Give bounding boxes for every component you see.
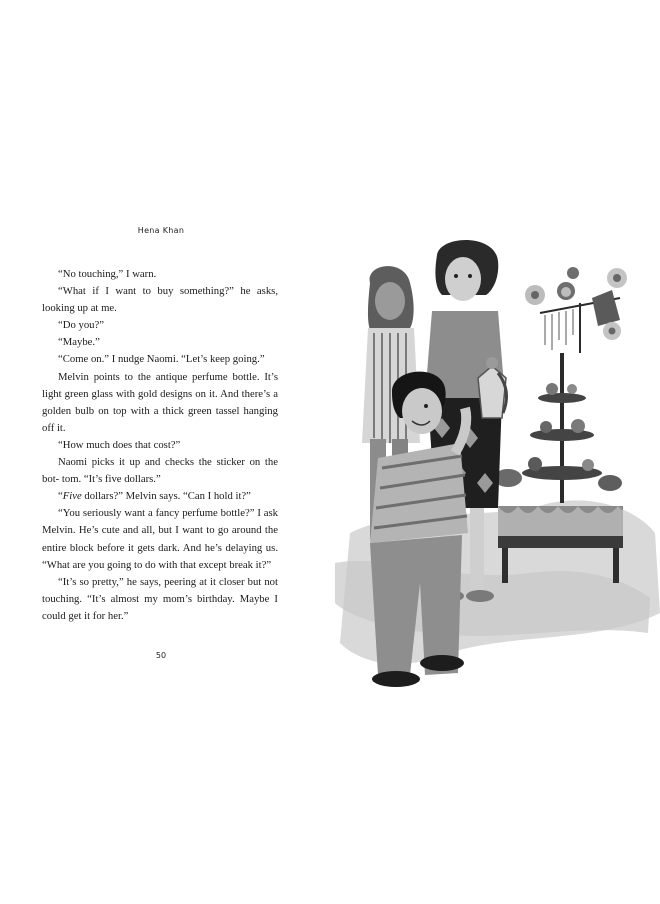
paragraph: “What if I want to buy something?” he asks, looking up at me. bbox=[42, 285, 278, 315]
paragraph: “You seriously want a fancy perfume bottle?” I ask Melvin. He’s cute and all, but I want to go around the entire block before it gets dark. And he’s delaying us. “What are you going to do with that except break it?” bbox=[42, 507, 278, 571]
paragraph: “Do you?” bbox=[58, 319, 104, 332]
paragraph: “No touching,” I warn. bbox=[58, 268, 157, 280]
body-text bbox=[42, 266, 278, 625]
paragraph: Naomi picks it up and checks the sticker on the bot- tom. “It’s five dollars.” bbox=[42, 456, 278, 486]
running-head: Hena Khan bbox=[137, 226, 185, 235]
paragraph: “Come on.” I nudge Naomi. “Let’s keep going.” bbox=[58, 353, 265, 366]
page-number: 50 bbox=[155, 651, 167, 660]
paragraph: “It’s so pretty,” he says, peering at it closer but not touching. “It’s almost my mom’s birthday. Maybe I could get it for her.” bbox=[42, 575, 278, 622]
paragraph: “Maybe.” bbox=[58, 336, 100, 349]
paragraph: Melvin points to the antique perfume bottle. It’s light green glass with gold designs on it. And there’s a golden bulb on top with a thick green tassel hanging off it. bbox=[42, 370, 278, 434]
paragraph-lead: “ bbox=[58, 490, 63, 503]
paragraph bbox=[42, 488, 278, 505]
paragraph: “How much does that cost?” bbox=[58, 438, 181, 451]
paragraph-rest: dollars?” Melvin says. “Can I hold it?” bbox=[81, 490, 251, 503]
emphasis: Five bbox=[62, 490, 82, 503]
right-page bbox=[330, 0, 660, 904]
perfume-bottle bbox=[478, 366, 506, 418]
illustration bbox=[330, 203, 660, 699]
